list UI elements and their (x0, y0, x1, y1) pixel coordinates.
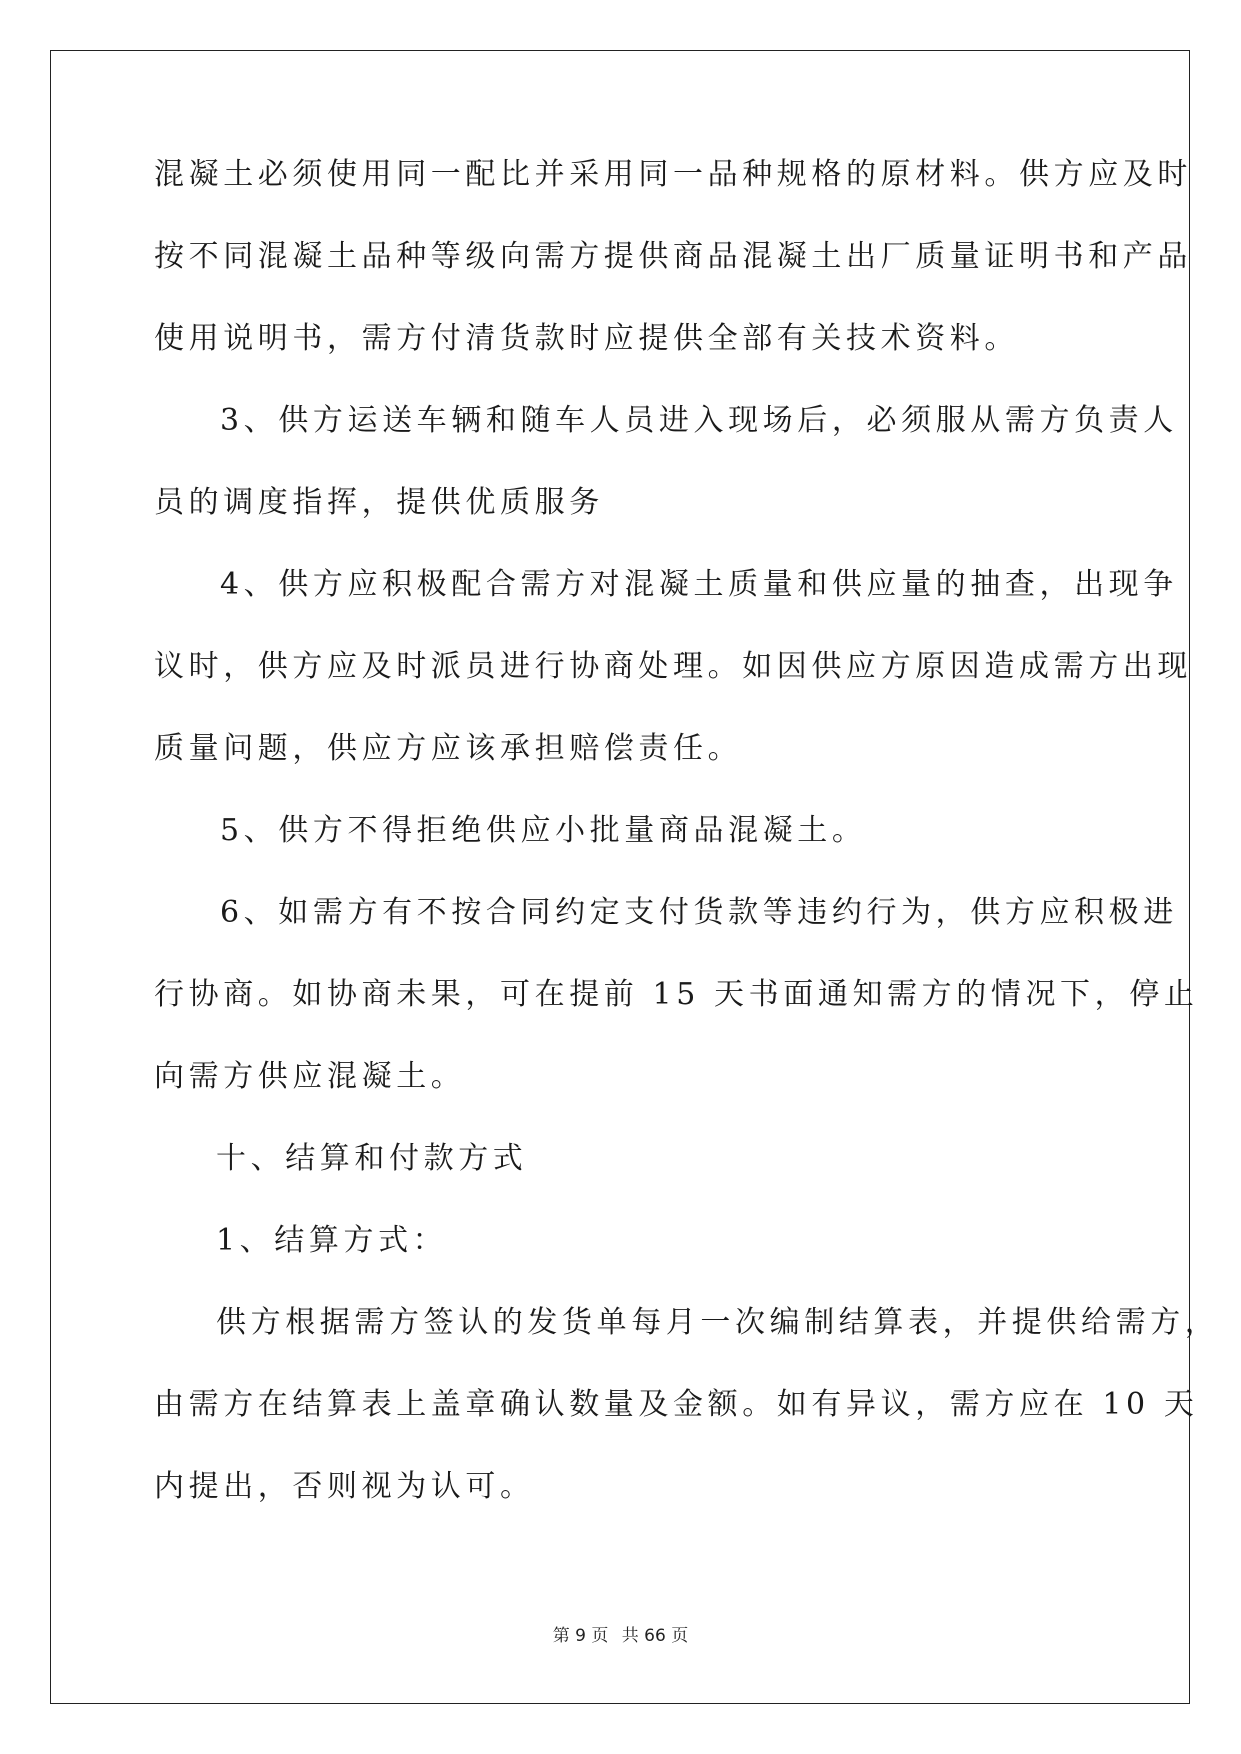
paragraph-line: 内提出，否则视为认可。 (154, 1469, 535, 1504)
paragraph-line: 混凝土必须使用同一配比并采用同一品种规格的原材料。供方应及时 (154, 157, 1192, 192)
paragraph-line: 使用说明书，需方付清货款时应提供全部有关技术资料。 (154, 321, 1019, 356)
page-total: 共 66 页 (621, 1626, 689, 1646)
paragraph-line: 行协商。如协商未果，可在提前 15 天书面通知需方的情况下，停止 (154, 977, 1199, 1012)
paragraph-line: 3、供方运送车辆和随车人员进入现场后，必须服从需方负责人 (220, 403, 1178, 438)
paragraph-line: 员的调度指挥，提供优质服务 (154, 485, 604, 520)
paragraph-line: 由需方在结算表上盖章确认数量及金额。如有异议，需方应在 10 天 (154, 1387, 1199, 1422)
paragraph-line: 供方根据需方签认的发货单每月一次编制结算表，并提供给需方， (216, 1305, 1220, 1340)
page-number: 第 9 页 (552, 1626, 609, 1646)
paragraph-line: 5、供方不得拒绝供应小批量商品混凝土。 (220, 813, 867, 848)
paragraph-line: 按不同混凝土品种等级向需方提供商品混凝土出厂质量证明书和产品 (154, 239, 1192, 274)
paragraph-line: 质量问题，供应方应该承担赔偿责任。 (154, 731, 743, 766)
paragraph-line: 议时，供方应及时派员进行协商处理。如因供应方原因造成需方出现 (154, 649, 1192, 684)
paragraph-line: 4、供方应积极配合需方对混凝土质量和供应量的抽查，出现争 (220, 567, 1178, 602)
subsection-heading: 1、结算方式： (216, 1223, 448, 1258)
page-footer (0, 1621, 1241, 1646)
document-body (154, 157, 1220, 1554)
section-heading: 十、结算和付款方式 (216, 1141, 528, 1176)
paragraph-line: 向需方供应混凝土。 (154, 1059, 466, 1094)
paragraph-line: 6、如需方有不按合同约定支付货款等违约行为，供方应积极进 (220, 895, 1178, 930)
